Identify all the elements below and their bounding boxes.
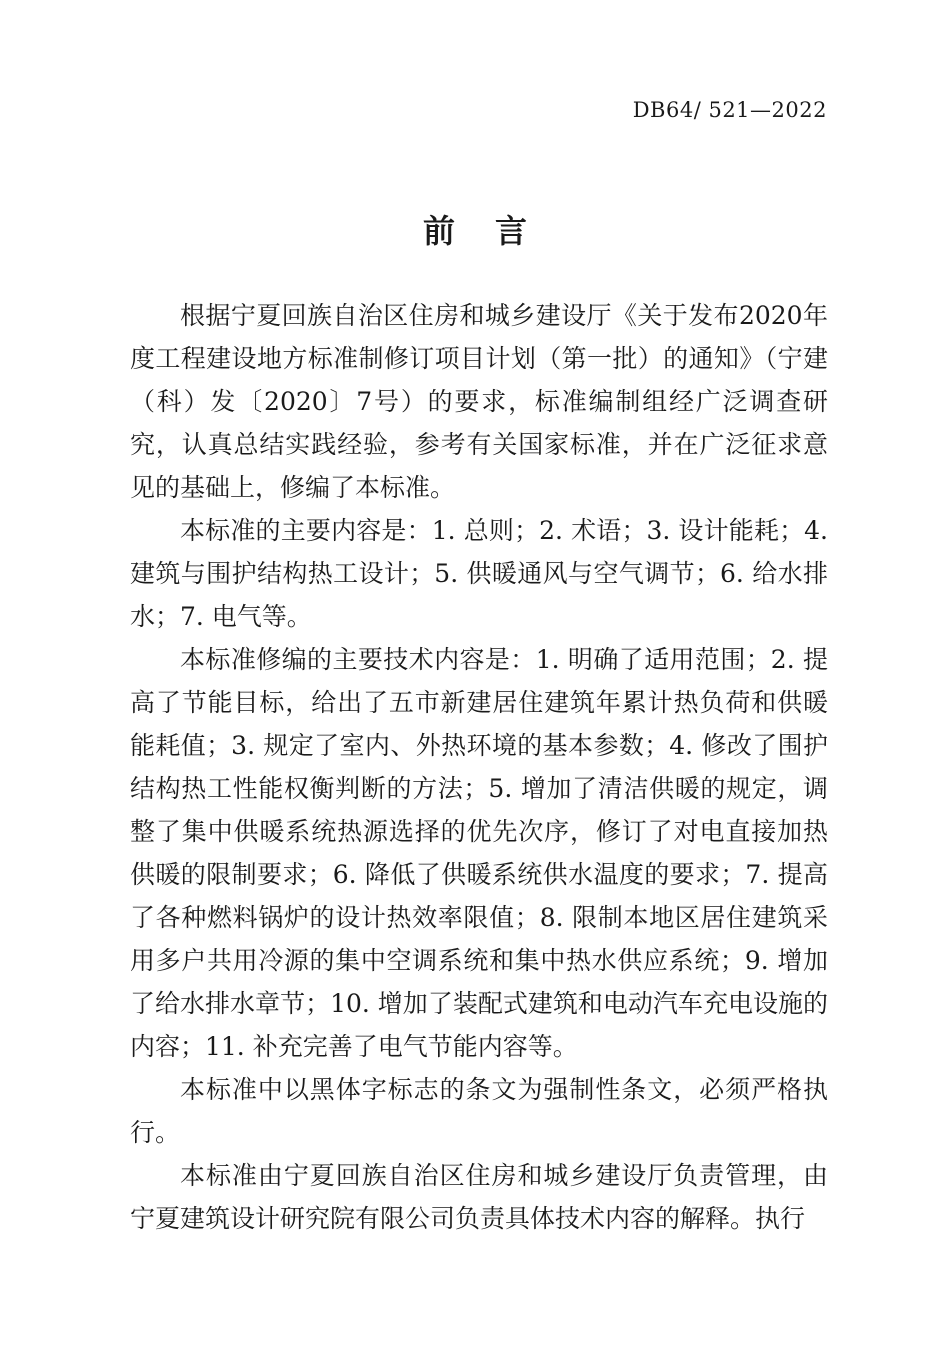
preface-body bbox=[130, 294, 828, 1240]
page-title: 前言 bbox=[422, 212, 567, 250]
paragraph-mandatory-clauses: 本标准中以黑体字标志的条文为强制性条文，必须严格执行。 bbox=[130, 1075, 828, 1147]
paragraph-basis: 根据宁夏回族自治区住房和城乡建设厅《关于发布2020年度工程建设地方标准制修订项目计划（第一批）的通知》（宁建（科）发〔2020〕7号）的要求，标准编制组经广泛调查研究，认真总结实践经验，参考有关国家标准，并在广泛征求意见的基础上，修编了本标准。 bbox=[130, 301, 828, 502]
paragraph-technical-changes: 本标准修编的主要技术内容是：1. 明确了适用范围；2. 提高了节能目标，给出了五市新建居住建筑年累计热负荷和供暖能耗值；3. 规定了室内、外热环境的基本参数；4. 修改了围护结构热工性能权衡判断的方法；5. 增加了清洁供暖的规定，调整了集中供暖系统热源选择的优先次序，修订了对电直接加热供暖的限制要求；6. 降低了供暖系统供水温度的要求；7. 提高了各种燃料锅炉的设计热效率限值；8. 限制本地区居住建筑采用多户共用冷源的集中空调系统和集中热水供应系统；9. 增加了给水排水章节；10. 增加了装配式建筑和电动汽车充电设施的内容；11. 补充完善了电气节能内容等。 bbox=[130, 645, 828, 1061]
standard-code: DB64/ 521—2022 bbox=[632, 98, 827, 122]
paragraph-main-content: 本标准的主要内容是：1. 总则；2. 术语；3. 设计能耗；4. 建筑与围护结构热工设计；5. 供暖通风与空气调节；6. 给水排水；7. 电气等。 bbox=[130, 516, 828, 631]
paragraph-management: 本标准由宁夏回族自治区住房和城乡建设厅负责管理，由宁夏建筑设计研究院有限公司负责具体技术内容的解释。执行 bbox=[130, 1161, 828, 1233]
